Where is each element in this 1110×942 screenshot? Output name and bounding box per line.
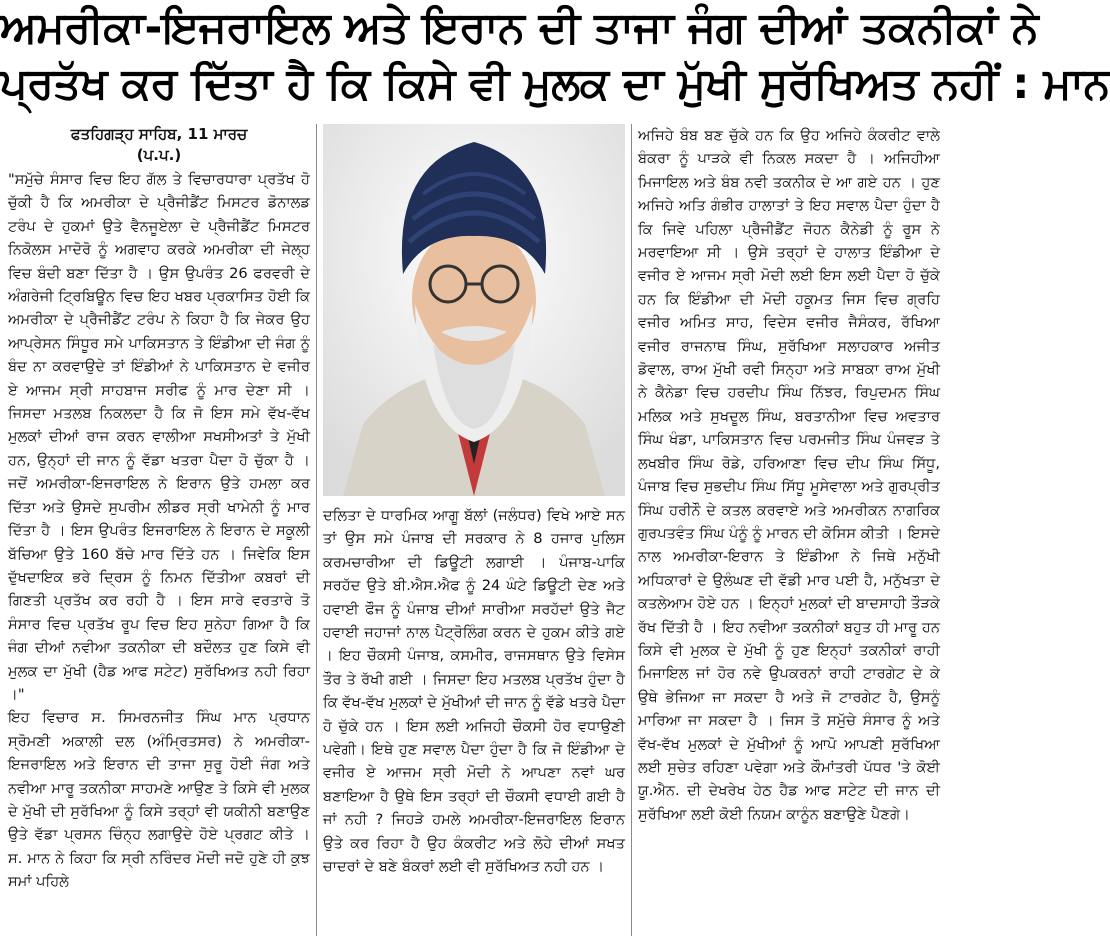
headline-line-1: ਅਮਰੀਕਾ-ਇਜਰਾਇਲ ਅਤੇ ਇਰਾਨ ਦੀ ਤਾਜਾ ਜੰਗ ਦੀਆਂ ਤਕਨੀਕਾਂ ਨੇ [0, 3, 1039, 53]
article-paragraph: "ਸਮੁੱਚੇ ਸੰਸਾਰ ਵਿਚ ਇਹ ਗੱਲ ਤੇ ਵਿਚਾਰਧਾਰਾ ਪ੍ਰਤੱਖ ਹੋ ਚੁੱਕੀ ਹੈ ਕਿ ਅਮਰੀਕਾ ਦੇ ਪ੍ਰੈਜੀਡੈਂਟ ਮਿਸਟਰ ਡੋਨਾਲਡ ਟਰੰਪ ਦੇ ਹੁਕਮਾਂ ਉਤੇ ਵੈਨਜੂਏਲਾ ਦੇ ਪ੍ਰੈਜੀਡੈਂਟ ਮਿਸਟਰ ਨਿਕੋਲਸ ਮਾਦੋਰੋ ਨੂੰ ਅਗਵਾਹ ਕਰਕੇ ਅਮਰੀਕਾ ਦੀ ਜੇਲ੍ਹ ਵਿਚ ਬੰਦੀ ਬਣਾ ਦਿੱਤਾ ਹੈ । ਉਸ ਉਪਰੰਤ 26 ਫਰਵਰੀ ਦੇ ਅੰਗਰੇਜੀ ਟ੍ਰਿਬਿਊਨ ਵਿਚ ਇਹ ਖਬਰ ਪ੍ਰਕਾਸਿਤ ਹੋਈ ਕਿ ਅਮਰੀਕਾ ਦੇ ਪ੍ਰੈਜੀਡੈਂਟ ਟਰੰਪ ਨੇ ਕਿਹਾ ਹੈ ਕਿ ਜੇਕਰ ਉਹ ਆਪ੍ਰੇਸਨ ਸਿੰਧੂਰ ਸਮੇ ਪਾਕਿਸਤਾਨ ਤੇ ਇੰਡੀਆ ਦੀ ਜੰਗ ਨੂੰ ਬੰਦ ਨਾ ਕਰਵਾਉਦੇ ਤਾਂ ਇੰਡੀਆਂ ਨੇ ਪਾਕਿਸਤਾਨ ਦੇ ਵਜੀਰ ਏ ਆਜਮ ਸ੍ਰੀ ਸਾਹਬਾਜ ਸਰੀਫ ਨੂੰ ਮਾਰ ਦੇਣਾ ਸੀ । ਜਿਸਦਾ ਮਤਲਬ ਨਿਕਲਦਾ ਹੈ ਕਿ ਜੋ ਇਸ ਸਮੇ ਵੱਖ-ਵੱਖ ਮੁਲਕਾਂ ਦੀਆਂ ਰਾਜ ਕਰਨ ਵਾਲੀਆ ਸਖਸੀਅਤਾਂ ਤੇ ਮੁੱਖੀ ਹਨ, ਉਨ੍ਹਾਂ ਦੀ ਜਾਨ ਨੂੰ ਵੱਡਾ ਖਤਰਾ ਪੈਦਾ ਹੋ ਚੁੱਕਾ ਹੈ । ਜਦੋਂ ਅਮਰੀਕਾ-ਇਜਰਾਇਲ ਨੇ ਇਰਾਨ ਉਤੇ ਹਮਲਾ ਕਰ ਦਿੱਤਾ ਅਤੇ ਉਸਦੇ ਸੁਪਰੀਮ ਲੀਡਰ ਸ੍ਰੀ ਖਾਮੇਨੀ ਨੂੰ ਮਾਰ ਦਿੱਤਾ ਹੈ । ਇਸ ਉਪਰੰਤ ਇਜਰਾਇਲ ਨੇ ਇਰਾਨ ਦੇ ਸਕੂਲੀ ਬੱਚਿਆ ਉਤੇ 160 ਬੱਚੇ ਮਾਰ ਦਿੱਤੇ ਹਨ । ਜਿਵੇਕਿ ਇਸ ਦੁੱਖਦਾਇਕ ਭਰੇ ਦ੍ਰਿਸ ਨੂੰ ਨਿਮਨ ਦਿੱਤੀਆ ਕਬਰਾਂ ਦੀ ਗਿਣਤੀ ਪ੍ਰਤੱਖ ਕਰ ਰਹੀ ਹੈ । ਇਸ ਸਾਰੇ ਵਰਤਾਰੇ ਤੋ ਸੰਸਾਰ ਵਿਚ ਪ੍ਰਤੱਖ ਰੂਪ ਵਿਚ ਇਹ ਸੁਨੇਹਾ ਗਿਆ ਹੈ ਕਿ ਜੰਗ ਦੀਆਂ ਨਵੀਆ ਤਕਨੀਕਾ ਦੀ ਬਦੌਲਤ ਹੁਣ ਕਿਸੇ ਵੀ ਮੁਲਕ ਦਾ ਮੁੱਖੀ (ਹੈਡ ਆਫ ਸਟੇਟ) ਸੁਰੱਖਿਅਤ ਨਹੀ ਰਿਹਾ ।" [8, 171, 310, 703]
article-paragraph: ਇਹ ਵਿਚਾਰ ਸ. ਸਿਮਰਨਜੀਤ ਸਿੰਘ ਮਾਨ ਪ੍ਰਧਾਨ ਸ੍ਰੋਮਣੀ ਅਕਾਲੀ ਦਲ (ਅੰਮ੍ਰਿਤਸਰ) ਨੇ ਅਮਰੀਕਾ-ਇਜਰਾਇਲ ਅਤੇ ਇਰਾਨ ਦੀ ਤਾਜਾ ਸੁਰੂ ਹੋਈ ਜੰਗ ਅਤੇ ਨਵੀਆ ਮਾਰੂ ਤਕਨੀਕਾ ਸਾਹਮਣੇ ਆਉਣ ਤੇ ਕਿਸੇ ਵੀ ਮੁਲਕ ਦੇ ਮੁੱਖੀ ਦੀ ਸੁਰੱਖਿਆ ਨੂੰ ਕਿਸੇ ਤਰ੍ਹਾਂ ਵੀ ਯਕੀਨੀ ਬਣਾਉਣ ਉਤੇ ਵੱਡਾ ਪ੍ਰਸਨ ਚਿੰਨ੍ਹ ਲਗਾਉਦੇ ਹੋਏ ਪ੍ਰਗਟ ਕੀਤੇ । ਸ. ਮਾਨ ਨੇ ਕਿਹਾ ਕਿ ਸ੍ਰੀ ਨਰਿੰਦਰ ਮੋਦੀ ਜਦੋ ਹੁਣੇ ਹੀ ਕੁਝ ਸਮਾਂ ਪਹਿਲੇ [8, 709, 310, 891]
article-paragraph: ਅਜਿਹੇ ਬੰਬ ਬਣ ਚੁੱਕੇ ਹਨ ਕਿ ਉਹ ਅਜਿਹੇ ਕੰਕਰੀਟ ਵਾਲੇ ਬੰਕਰਾ ਨੂੰ ਪਾੜਕੇ ਵੀ ਨਿਕਲ ਸਕਦਾ ਹੈ । ਅਜਿਹੀਆ ਮਿਜਾਇਲ ਅਤੇ ਬੰਬ ਨਵੀ ਤਕਨੀਕ ਦੇ ਆ ਗਏ ਹਨ । ਹੁਣ ਅਜਿਹੇ ਅਤਿ ਗੰਭੀਰ ਹਾਲਾਤਾਂ ਤੇ ਇਹ ਸਵਾਲ ਪੈਦਾ ਹੁੰਦਾ ਹੈ ਕਿ ਜਿਵੇ ਪਹਿਲਾ ਪ੍ਰੈਜੀਡੈਂਟ ਜੋਹਨ ਕੈਨੇਡੀ ਨੂੰ ਰੂਸ ਨੇ ਮਰਵਾਇਆ ਸੀ । ਉਸੇ ਤਰ੍ਹਾਂ ਦੇ ਹਾਲਾਤ ਇੰਡੀਆ ਦੇ ਵਜੀਰ ਏ ਆਜਮ ਸ੍ਰੀ ਮੋਦੀ ਲਈ ਇਸ ਲਈ ਪੈਦਾ ਹੋ ਚੁੱਕੇ ਹਨ ਕਿ ਇੰਡੀਆ ਦੀ ਮੋਦੀ ਹਕੂਮਤ ਜਿਸ ਵਿਚ ਗ੍ਰਹਿ ਵਜੀਰ ਅਮਿਤ ਸਾਹ, ਵਿਦੇਸ ਵਜੀਰ ਜੈਸੰਕਰ, ਰੱਖਿਆ ਵਜੀਰ ਰਾਜਨਾਥ ਸਿੰਘ, ਸੁਰੱਖਿਆ ਸਲਾਹਕਾਰ ਅਜੀਤ ਡੋਵਾਲ, ਰਾਅ ਮੁੱਖੀ ਰਵੀ ਸਿਨ੍ਹਾ ਅਤੇ ਸਾਬਕਾ ਰਾਅ ਮੁੱਖੀ ਨੇ ਕੈਨੇਡਾ ਵਿਚ ਹਰਦੀਪ ਸਿੰਘ ਨਿੱਝਰ, ਰਿਪੁਦਮਨ ਸਿੰਘ ਮਲਿਕ ਅਤੇ ਸੁਖਦੂਲ ਸਿੰਘ, ਬਰਤਾਨੀਆ ਵਿਚ ਅਵਤਾਰ ਸਿੰਘ ਖੰਡਾ, ਪਾਕਿਸਤਾਨ ਵਿਚ ਪਰਮਜੀਤ ਸਿੰਘ ਪੰਜਵੜ ਤੇ ਲਖਬੀਰ ਸਿੰਘ ਰੋਡੇ, ਹਰਿਆਣਾ ਵਿਚ ਦੀਪ ਸਿੰਘ ਸਿੱਧੂ, ਪੰਜਾਬ ਵਿਚ ਸੁਭਦੀਪ ਸਿੰਘ ਸਿੱਧੂ ਮੂਸੇਵਾਲਾ ਅਤੇ ਗੁਰਪ੍ਰੀਤ ਸਿੰਘ ਹਰੀਨੌ ਦੇ ਕਤਲ ਕਰਵਾਏ ਅਤੇ ਅਮਰੀਕਨ ਨਾਗਰਿਕ ਗੁਰਪਤਵੰਤ ਸਿੰਘ ਪੰਨੂੰ ਨੂੰ ਮਾਰਨ ਦੀ ਕੋਸਿਸ ਕੀਤੀ । ਇਸਦੇ ਨਾਲ ਅਮਰੀਕਾ-ਇਰਾਨ ਤੇ ਇੰਡੀਆ ਨੇ ਜਿਥੇ ਮਨੁੱਖੀ ਅਧਿਕਾਰਾਂ ਦੇ ਉਲੰਘਣ ਦੀ ਵੱਡੀ ਮਾਰ ਪਈ ਹੈ, ਮਨੁੱਖਤਾ ਦੇ ਕਤਲੇਆਮ ਹੋਏ ਹਨ । ਇਨ੍ਹਾਂ ਮੁਲਕਾਂ ਦੀ ਬਾਦਸਾਹੀ ਤੌੜਕੇ ਰੱਖ ਦਿੱਤੀ ਹੈ । ਇਹ ਨਵੀਆ ਤਕਨੀਕਾਂ ਬਹੁਤ ਹੀ ਮਾਰੂ ਹਨ ਕਿਸੇ ਵੀ ਮੁਲਕ ਦੇ ਮੁੱਖੀ ਨੂੰ ਹੁਣ ਇਨ੍ਹਾਂ ਤਕਨੀਕਾਂ ਰਾਹੀ ਮਿਜਾਇਲ ਜਾਂ ਹੋਰ ਨਵੇ ਉਪਕਰਨਾਂ ਰਾਹੀ ਟਾਰਗੇਟ ਦੇ ਕੇ ਉਥੇ ਭੇਜਿਆ ਜਾ ਸਕਦਾ ਹੈ ਅਤੇ ਜੋ ਟਾਰਗੇਟ ਹੈ, ਉਸਨੂੰ ਮਾਰਿਆ ਜਾ ਸਕਦਾ ਹੈ । ਜਿਸ ਤੋ ਸਮੁੱਚੇ ਸੰਸਾਰ ਨੂੰ ਅਤੇ ਵੱਖ-ਵੱਖ ਮੁਲਕਾਂ ਦੇ ਮੁੱਖੀਆਂ ਨੂੰ ਆਪੋ ਆਪਣੀ ਸੁਰੱਖਿਆ ਲਈ ਸੁਚੇਤ ਰਹਿਣਾ ਪਵੇਗਾ ਅਤੇ ਕੌਮਾਂਤਰੀ ਪੱਧਰ 'ਤੇ ਕੋਈ ਯੂ.ਐਨ. ਦੀ ਦੇਖਰੇਖ ਹੇਠ ਹੈਡ ਆਫ ਸਟੇਟ ਦੀ ਜਾਨ ਦੀ ਸੁਰੱਖਿਆ ਲਈ ਕੋਈ ਨਿਯਮ ਕਾਨੂੰਨ ਬਣਾਉਣੇ ਪੈਣਗੇ। [638, 127, 940, 823]
headline-line-2: ਪ੍ਰਤੱਖ ਕਰ ਦਿੱਤਾ ਹੈ ਕਿ ਕਿਸੇ ਵੀ ਮੁਲਕ ਦਾ ਮੁੱਖੀ ਸੁਰੱਖਿਅਤ ਨਹੀਂ : ਮਾਨ [0, 59, 1110, 109]
article-paragraph: ਦਲਿਤਾ ਦੇ ਧਾਰਮਿਕ ਆਗੂ ਬੱਲਾਂ (ਜਲੰਧਰ) ਵਿਖੇ ਆਏ ਸਨ ਤਾਂ ਉਸ ਸਮੇ ਪੰਜਾਬ ਦੀ ਸਰਕਾਰ ਨੇ 8 ਹਜਾਰ ਪੁਲਿਸ ਕਰਮਚਾਰੀਆ ਦੀ ਡਿਊਟੀ ਲਗਾਈ । ਪੰਜਾਬ-ਪਾਕਿ ਸਰਹੱਦ ਉਤੇ ਬੀ.ਐਸ.ਐਫ ਨੂੰ 24 ਘੰਟੇ ਡਿਊਟੀ ਦੇਣ ਅਤੇ ਹਵਾਈ ਫੌਜ ਨੂੰ ਪੰਜਾਬ ਦੀਆਂ ਸਾਰੀਆ ਸਰਹੱਦਾਂ ਉਤੇ ਜੈਟ ਹਵਾਈ ਜਹਾਜਾਂ ਨਾਲ ਪੈਟ੍ਰੋਲਿੰਗ ਕਰਨ ਦੇ ਹੁਕਮ ਕੀਤੇ ਗਏ । ਇਹ ਚੌਕਸੀ ਪੰਜਾਬ, ਕਸਮੀਰ, ਰਾਜਸਥਾਨ ਉਤੇ ਵਿਸੇਸ ਤੌਰ ਤੇ ਰੱਖੀ ਗਈ । ਜਿਸਦਾ ਇਹ ਮਤਲਬ ਪ੍ਰਤੱਖ ਹੁੰਦਾ ਹੈ ਕਿ ਵੱਖ-ਵੱਖ ਮੁਲਕਾਂ ਦੇ ਮੁੱਖੀਆਂ ਦੀ ਜਾਨ ਨੂੰ ਵੱਡੇ ਖਤਰੇ ਪੈਦਾ ਹੋ ਚੁੱਕੇ ਹਨ । ਇਸ ਲਈ ਅਜਿਹੀ ਚੌਕਸੀ ਹੋਰ ਵਧਾਉਣੀ ਪਵੇਗੀ। ਇਥੇ ਹੁਣ ਸਵਾਲ ਪੈਦਾ ਹੁੰਦਾ ਹੈ ਕਿ ਜੋ ਇੰਡੀਆ ਦੇ ਵਜੀਰ ਏ ਆਜਮ ਸ੍ਰੀ ਮੋਦੀ ਨੇ ਆਪਣਾ ਨਵਾਂ ਘਰ ਬਣਾਇਆ ਹੈ ਉਥੇ ਇਸ ਤਰ੍ਹਾਂ ਦੀ ਚੌਕਸੀ ਵਧਾਈ ਗਈ ਹੈ ਜਾਂ ਨਹੀ ? ਜਿਹੜੇ ਹਮਲੇ ਅਮਰੀਕਾ-ਇਜਰਾਇਲ ਇਰਾਨ ਉਤੇ ਕਰ ਰਿਹਾ ਹੈ ਉਹ ਕੰਕਰੀਟ ਅਤੇ ਲੋਹੇ ਦੀਆਂ ਸਖਤ ਚਾਦਰਾਂ ਦੇ ਬਣੇ ਬੰਕਰਾਂ ਲਈ ਵੀ ਸੁਰੱਖਿਅਤ ਨਹੀ ਹਨ । [323, 507, 625, 876]
dateline: ਫਤਹਿਗੜ੍ਹ ਸਾਹਿਬ, 11 ਮਾਰਚ [70, 125, 248, 143]
portrait-illustration [323, 124, 625, 496]
news-agency: (ਪ.ਪ.) [136, 146, 182, 164]
article-column-2 [323, 124, 625, 942]
column-divider [316, 124, 317, 936]
article-column-1 [8, 124, 310, 942]
column-divider [631, 124, 632, 936]
article-column-3 [638, 124, 940, 942]
headline [0, 0, 1110, 118]
portrait-photo [323, 124, 625, 496]
